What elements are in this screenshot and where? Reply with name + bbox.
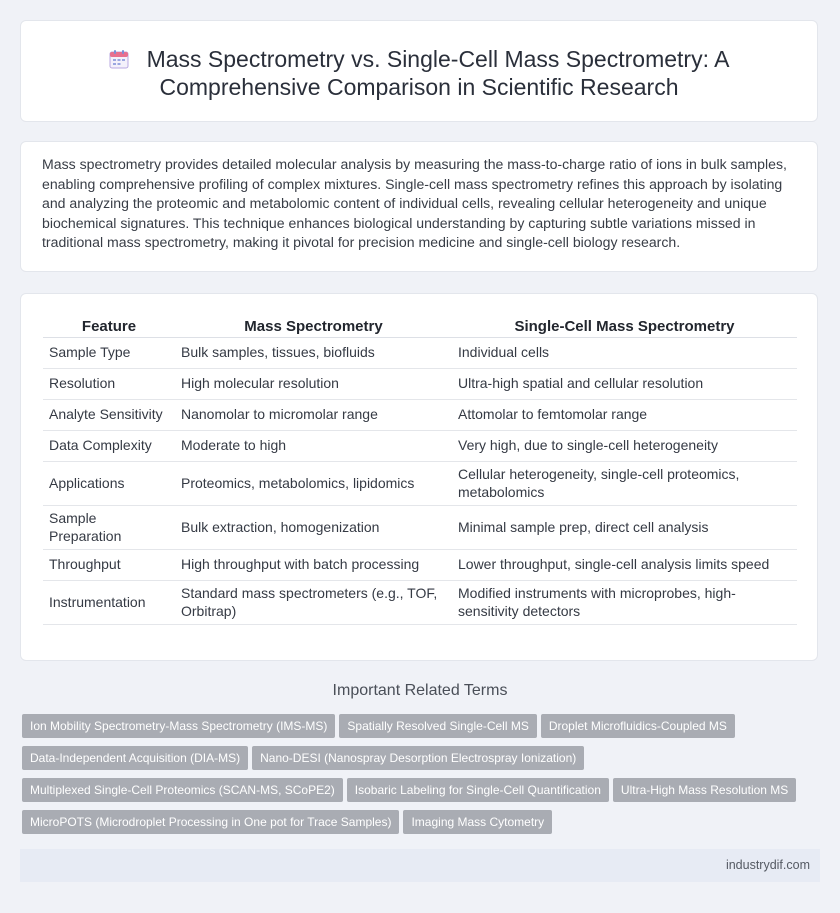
- table-header-row: [43, 315, 797, 338]
- table-row: [43, 338, 797, 369]
- table-row: [43, 550, 797, 581]
- header-card: [20, 20, 818, 122]
- related-term-tag[interactable]: Imaging Mass Cytometry: [403, 810, 552, 834]
- row-scms: Modified instruments with microprobes, high-sensitivity detectors: [452, 581, 797, 625]
- title-line-1: Mass Spectrometry vs. Single-Cell Mass Spectrometry: A: [146, 46, 730, 72]
- row-ms: High throughput with batch processing: [175, 550, 452, 581]
- related-term-tag[interactable]: Ultra-High Mass Resolution MS: [613, 778, 796, 802]
- table-row: [43, 369, 797, 400]
- row-scms: Individual cells: [452, 338, 797, 369]
- header-single-cell-ms: Single-Cell Mass Spectrometry: [452, 315, 797, 338]
- calendar-icon: [109, 47, 129, 67]
- related-term-tag[interactable]: Ion Mobility Spectrometry-Mass Spectrometry (IMS-MS): [22, 714, 335, 738]
- table-row: [43, 581, 797, 625]
- row-feature: Sample Preparation: [43, 506, 175, 550]
- row-scms: Very high, due to single-cell heterogeneity: [452, 431, 797, 462]
- row-ms: Bulk samples, tissues, biofluids: [175, 338, 452, 369]
- table-row: [43, 400, 797, 431]
- row-feature: Data Complexity: [43, 431, 175, 462]
- related-term-tag[interactable]: MicroPOTS (Microdroplet Processing in One pot for Trace Samples): [22, 810, 399, 834]
- related-term-tag[interactable]: Droplet Microfluidics-Coupled MS: [541, 714, 735, 738]
- footer: [20, 849, 820, 882]
- row-ms: High molecular resolution: [175, 369, 452, 400]
- intro-card: [20, 141, 818, 272]
- related-term-tag[interactable]: Isobaric Labeling for Single-Cell Quantification: [347, 778, 609, 802]
- related-terms-tags: [22, 714, 802, 842]
- row-ms: Moderate to high: [175, 431, 452, 462]
- row-ms: Nanomolar to micromolar range: [175, 400, 452, 431]
- table-row: [43, 462, 797, 506]
- row-feature: Sample Type: [43, 338, 175, 369]
- row-scms: Attomolar to femtomolar range: [452, 400, 797, 431]
- row-scms: Ultra-high spatial and cellular resolution: [452, 369, 797, 400]
- related-term-tag[interactable]: Spatially Resolved Single-Cell MS: [339, 714, 536, 738]
- row-feature: Applications: [43, 462, 175, 506]
- related-term-tag[interactable]: Data-Independent Acquisition (DIA-MS): [22, 746, 248, 770]
- row-feature: Resolution: [43, 369, 175, 400]
- row-ms: Standard mass spectrometers (e.g., TOF, Orbitrap): [175, 581, 452, 625]
- row-feature: Throughput: [43, 550, 175, 581]
- footer-site-link[interactable]: industrydif.com: [725, 858, 810, 872]
- comparison-card: [20, 293, 818, 661]
- header-feature: Feature: [43, 315, 175, 338]
- intro-text: Mass spectrometry provides detailed molecular analysis by measuring the mass-to-charge ratio of ions in bulk samples, enabling comprehensive profiling of complex mixtures. Single-cell mass spectrometry refines this approach by isolating and analyzing the proteomic and metabolomic content of individual cells, revealing cellular heterogeneity and unique biochemical signatures. This technique enhances biological understanding by capturing subtle variations missed in traditional mass spectrometry, making it pivotal for precision medicine and single-cell biology research.: [42, 156, 787, 251]
- table-row: [43, 506, 797, 550]
- row-feature: Analyte Sensitivity: [43, 400, 175, 431]
- header-mass-spectrometry: Mass Spectrometry: [175, 315, 452, 338]
- table-row: [43, 431, 797, 462]
- related-term-tag[interactable]: Nano-DESI (Nanospray Desorption Electrospray Ionization): [252, 746, 584, 770]
- title-line-2: Comprehensive Comparison in Scientific Research: [159, 74, 679, 100]
- comparison-table: [43, 315, 797, 625]
- row-feature: Instrumentation: [43, 581, 175, 625]
- row-scms: Minimal sample prep, direct cell analysis: [452, 506, 797, 550]
- row-ms: Bulk extraction, homogenization: [175, 506, 452, 550]
- page-title: [21, 45, 817, 101]
- row-ms: Proteomics, metabolomics, lipidomics: [175, 462, 452, 506]
- related-term-tag[interactable]: Multiplexed Single-Cell Proteomics (SCAN-MS, SCoPE2): [22, 778, 343, 802]
- row-scms: Lower throughput, single-cell analysis limits speed: [452, 550, 797, 581]
- row-scms: Cellular heterogeneity, single-cell proteomics, metabolomics: [452, 462, 797, 506]
- related-terms-title: Important Related Terms: [332, 682, 508, 699]
